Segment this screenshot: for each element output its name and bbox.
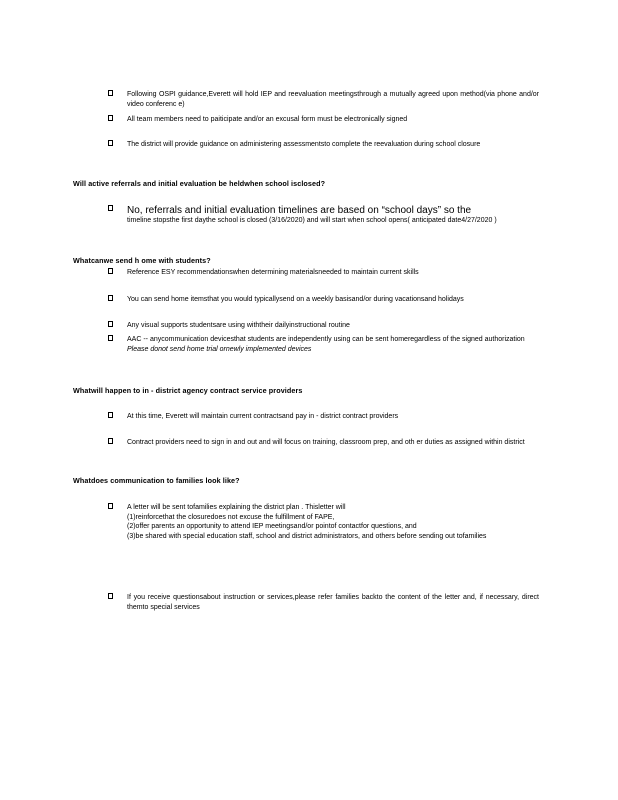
section-heading: Whatwill happen to in - district agency contract service providers [73, 386, 303, 395]
list-item-text: The district will provide guidance on administering assessmentsto complete the reevaluation during school closure [127, 141, 481, 148]
checkbox-bullet-icon [108, 335, 113, 341]
list-item-rest-text: timeline stopsthe first daythe school is closed (3/16/2020) and will start when school opens( anticipated date4/27/2020 ) [127, 217, 497, 224]
checkbox-bullet-icon [108, 140, 113, 146]
list-item-text: Reference ESY recommendationswhen determining materialsneeded to maintain current skills [127, 269, 419, 276]
checkbox-bullet-icon [108, 321, 113, 327]
checkbox-bullet-icon [108, 268, 113, 274]
letter-point-1: (1)reinforcethat the closuredoes not excuse the fulfillment of FAPE, [127, 513, 335, 521]
checkbox-bullet-icon [108, 593, 113, 599]
list-item-text: Following OSPI guidance,Everett will hold IEP and reevaluation meetingsthrough a mutually agreed upon method(via phone and/or video conferenc e) [127, 91, 539, 108]
letter-point-2: (2)offer parents an opportunity to attend IEP meetingsand/or pointof contactfor questions, and [127, 523, 417, 530]
list-item-lead-text: No, referrals and initial evaluation timelines are based on “school days” so the [127, 205, 472, 216]
checkbox-bullet-icon [108, 503, 113, 509]
list-item-text [127, 335, 539, 354]
letter-intro: A letter will be sent tofamilies explaining the district plan . Thisletter will [127, 504, 346, 511]
list-item-text [127, 503, 539, 541]
section-heading: Whatdoes communication to families look like? [73, 476, 240, 485]
list-item-note: Please donot send home trial ornewly implemented devices [127, 345, 312, 353]
list-item-body: AAC -- anycommunication devicesthat students are independently using can be sent homeregardless of the signed authorization [127, 336, 525, 343]
checkbox-bullet-icon [108, 90, 113, 96]
list-item-text: Any visual supports studentsare using withtheir dailyinstructional routine [127, 322, 350, 329]
checkbox-bullet-icon [108, 438, 113, 444]
list-item-text: Contract providers need to sign in and out and will focus on training, classroom prep, and oth er duties as assigned within district [127, 439, 525, 446]
checkbox-bullet-icon [108, 412, 113, 418]
checkbox-bullet-icon [108, 295, 113, 301]
list-item-text [127, 205, 539, 226]
checkbox-bullet-icon [108, 115, 113, 121]
checkbox-bullet-icon [108, 205, 113, 211]
section-heading: Will active referrals and initial evaluation be heldwhen school isclosed? [73, 179, 326, 188]
list-item-text: You can send home itemsthat you would typicallysend on a weekly basisand/or during vacationsand holidays [127, 296, 464, 303]
list-item-text: All team members need to paiticipate and/or an excusal form must be electronically signed [127, 116, 408, 123]
section-heading: Whatcanwe send h ome with students? [73, 256, 211, 265]
letter-point-3: (3)be shared with special education staff, school and district administrators, and others before sending out tofamilies [127, 532, 487, 540]
list-item-text: At this time, Everett will maintain current contractsand pay in - district contract providers [127, 413, 399, 420]
list-item-text: If you receive questionsabout instruction or services,please refer families backto the content of the letter and, if necessary, direct themto special services [127, 594, 539, 611]
